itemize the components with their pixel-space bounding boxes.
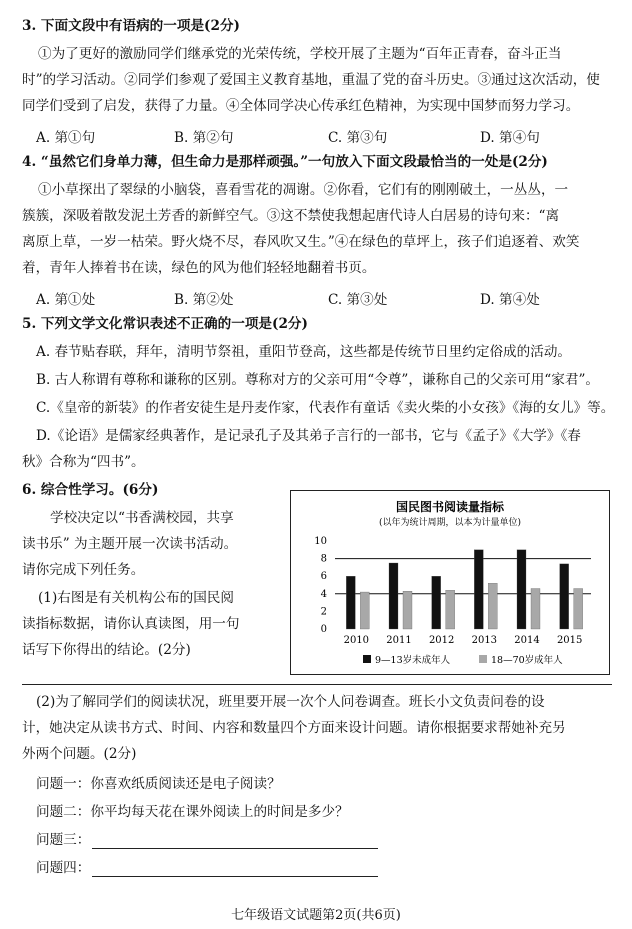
y-tick-label-4: 8 (320, 553, 327, 565)
legend-swatch-series-1 (363, 655, 371, 663)
q6-task1-1: (1)右图是有关机构公布的国民阅 (38, 590, 234, 606)
question-4-label: 问题四： (36, 860, 91, 876)
question-1: 问题一：你喜欢纸质阅读还是电子阅读？ (36, 776, 281, 792)
q4-passage-line-2: 簇簇，深吸着散发泥土芳香的新鲜空气。③这不禁使我想起唐代诗人白居易的诗句来：“离 (22, 208, 560, 224)
bar-2013-series-2 (488, 583, 497, 629)
y-tick-label-5: 10 (314, 536, 327, 547)
bar-2011-series-1 (389, 563, 398, 629)
legend-swatch-series-2 (479, 655, 487, 663)
y-tick-label-3: 6 (320, 571, 327, 583)
q6-task2-2: 计，她决定从读书方式、时间、内容和数量四个方面来设计问题。请你根据要求帮她补充另 (22, 720, 566, 736)
q6-task1-2: 读指标数据，请你认真读图，用一句 (22, 616, 240, 632)
q6-task1-3: 话写下你得出的结论。(2分) (22, 642, 191, 658)
q3-option-d[interactable]: D. 第④句 (480, 130, 540, 146)
legend-label-series-1: 9—13岁未成年人 (375, 655, 451, 666)
y-tick-label-2: 4 (320, 588, 327, 600)
q4-title: 4. “虽然它们身单力薄，但生命力是那样顽强。”一句放入下面文段最恰当的一处是(2分) (22, 154, 548, 170)
bar-2012-series-2 (446, 590, 455, 629)
x-tick-label-2014: 2014 (514, 635, 540, 646)
question-2: 问题二：你平均每天花在课外阅读上的时间是多少？ (36, 804, 349, 820)
q6-intro-3: 请你完成下列任务。 (22, 562, 145, 578)
x-tick-label-2012: 2012 (428, 635, 455, 646)
q3-option-a[interactable]: A. 第①句 (36, 130, 96, 146)
q4-option-b[interactable]: B. 第②处 (174, 292, 234, 308)
q5-title: 5. 下列文学文化常识表述不正确的一项是(2分) (22, 316, 308, 332)
y-tick-label-1: 2 (320, 606, 327, 618)
q6-task2-1: (2)为了解同学们的阅读状况，班里要开展一次个人问卷调查。班长小文负责问卷的设 (36, 694, 545, 710)
question-4-answer-line[interactable] (92, 876, 378, 877)
q4-passage-line-1: ①小草探出了翠绿的小脑袋，喜看雪花的凋谢。②你看，它们有的刚刚破土，一丛丛，一 (38, 182, 569, 198)
q3-passage-line-1: ①为了更好的激励同学们继承党的光荣传统，学校开展了主题为“百年正青春，奋斗正当 (38, 46, 562, 62)
y-tick-label-0: 0 (320, 624, 327, 635)
bar-2010-series-2 (360, 592, 369, 629)
q5-option-d-cont: 秋》合称为“四书”。 (22, 454, 145, 470)
q6-task2-3: 外两个问题。(2分) (22, 746, 137, 762)
q3-option-c[interactable]: C. 第③句 (328, 130, 388, 146)
bar-2013-series-1 (474, 550, 483, 629)
q5-option-d[interactable]: D.《论语》是儒家经典著作，是记录孔子及其弟子言行的一部书，它与《孟子》《大学》《春 (36, 428, 581, 444)
legend (363, 654, 563, 666)
q3-title: 3. 下面文段中有语病的一项是(2分) (22, 18, 240, 34)
q3-passage-line-3: 同学们受到了启发，获得了力量。④全体同学决心传承红色精神，为实现中国梦而努力学习。 (22, 98, 580, 114)
bar-2011-series-2 (403, 591, 412, 629)
q5-option-b[interactable]: B. 古人称谓有尊称和谦称的区别。尊称对方的父亲可用“令尊”，谦称自己的父亲可用“家君”。 (36, 372, 599, 388)
q6-title: 6. 综合性学习。(6分) (22, 482, 159, 498)
bar-2010-series-1 (346, 576, 355, 629)
legend-label-series-2: 18—70岁成年人 (491, 655, 563, 666)
q6-intro-2: 读书乐” 为主题开展一次读书活动。 (22, 536, 238, 552)
q4-option-c[interactable]: C. 第③处 (328, 292, 388, 308)
x-tick-label-2013: 2013 (471, 635, 498, 646)
q3-passage-line-2: 时”的学习活动。②同学们参观了爱国主义教育基地，重温了党的奋斗历史。③通过这次活动，使 (22, 72, 600, 88)
question-3-label: 问题三： (36, 832, 91, 848)
q4-option-d[interactable]: D. 第④处 (480, 292, 540, 308)
q4-passage-line-4: 着，青年人捧着书在读，绿色的风为他们轻轻地翻着书页。 (22, 260, 376, 276)
bar-chart-svg (291, 491, 609, 674)
task1-answer-line[interactable] (22, 684, 612, 685)
q3-option-b[interactable]: B. 第②句 (174, 130, 234, 146)
q4-option-a[interactable]: A. 第①处 (36, 292, 96, 308)
reading-chart (290, 490, 610, 675)
bar-2015-series-1 (560, 564, 569, 629)
q4-passage-line-3: 离原上草，一岁一枯荣。野火烧不尽，春风吹又生。”④在绿色的草坪上，孩子们追逐着、欢笑 (22, 234, 580, 250)
plot-area (314, 536, 591, 646)
q6-intro-1: 学校决定以“书香满校园，共享 (50, 510, 234, 526)
bar-2015-series-2 (574, 589, 583, 629)
page-footer: 七年级语文试题第2页(共6页) (231, 908, 401, 923)
bar-2014-series-1 (517, 550, 526, 629)
chart-subtitle: (以年为统计周期，以本为计量单位) (378, 518, 522, 528)
bar-2014-series-2 (531, 589, 540, 629)
x-tick-label-2011: 2011 (386, 635, 412, 646)
q5-option-a[interactable]: A. 春节贴春联，拜年，清明节祭祖，重阳节登高，这些都是传统节日里约定俗成的活动。 (36, 344, 572, 360)
chart-title: 国民图书阅读量指标 (395, 500, 505, 514)
q5-option-c[interactable]: C.《皇帝的新装》的作者安徒生是丹麦作家，代表作有童话《卖火柴的小女孩》《海的女儿》等。 (36, 400, 615, 416)
x-tick-label-2015: 2015 (556, 635, 583, 646)
x-tick-label-2010: 2010 (343, 635, 370, 646)
question-3-answer-line[interactable] (92, 848, 378, 849)
bar-2012-series-1 (432, 576, 441, 629)
